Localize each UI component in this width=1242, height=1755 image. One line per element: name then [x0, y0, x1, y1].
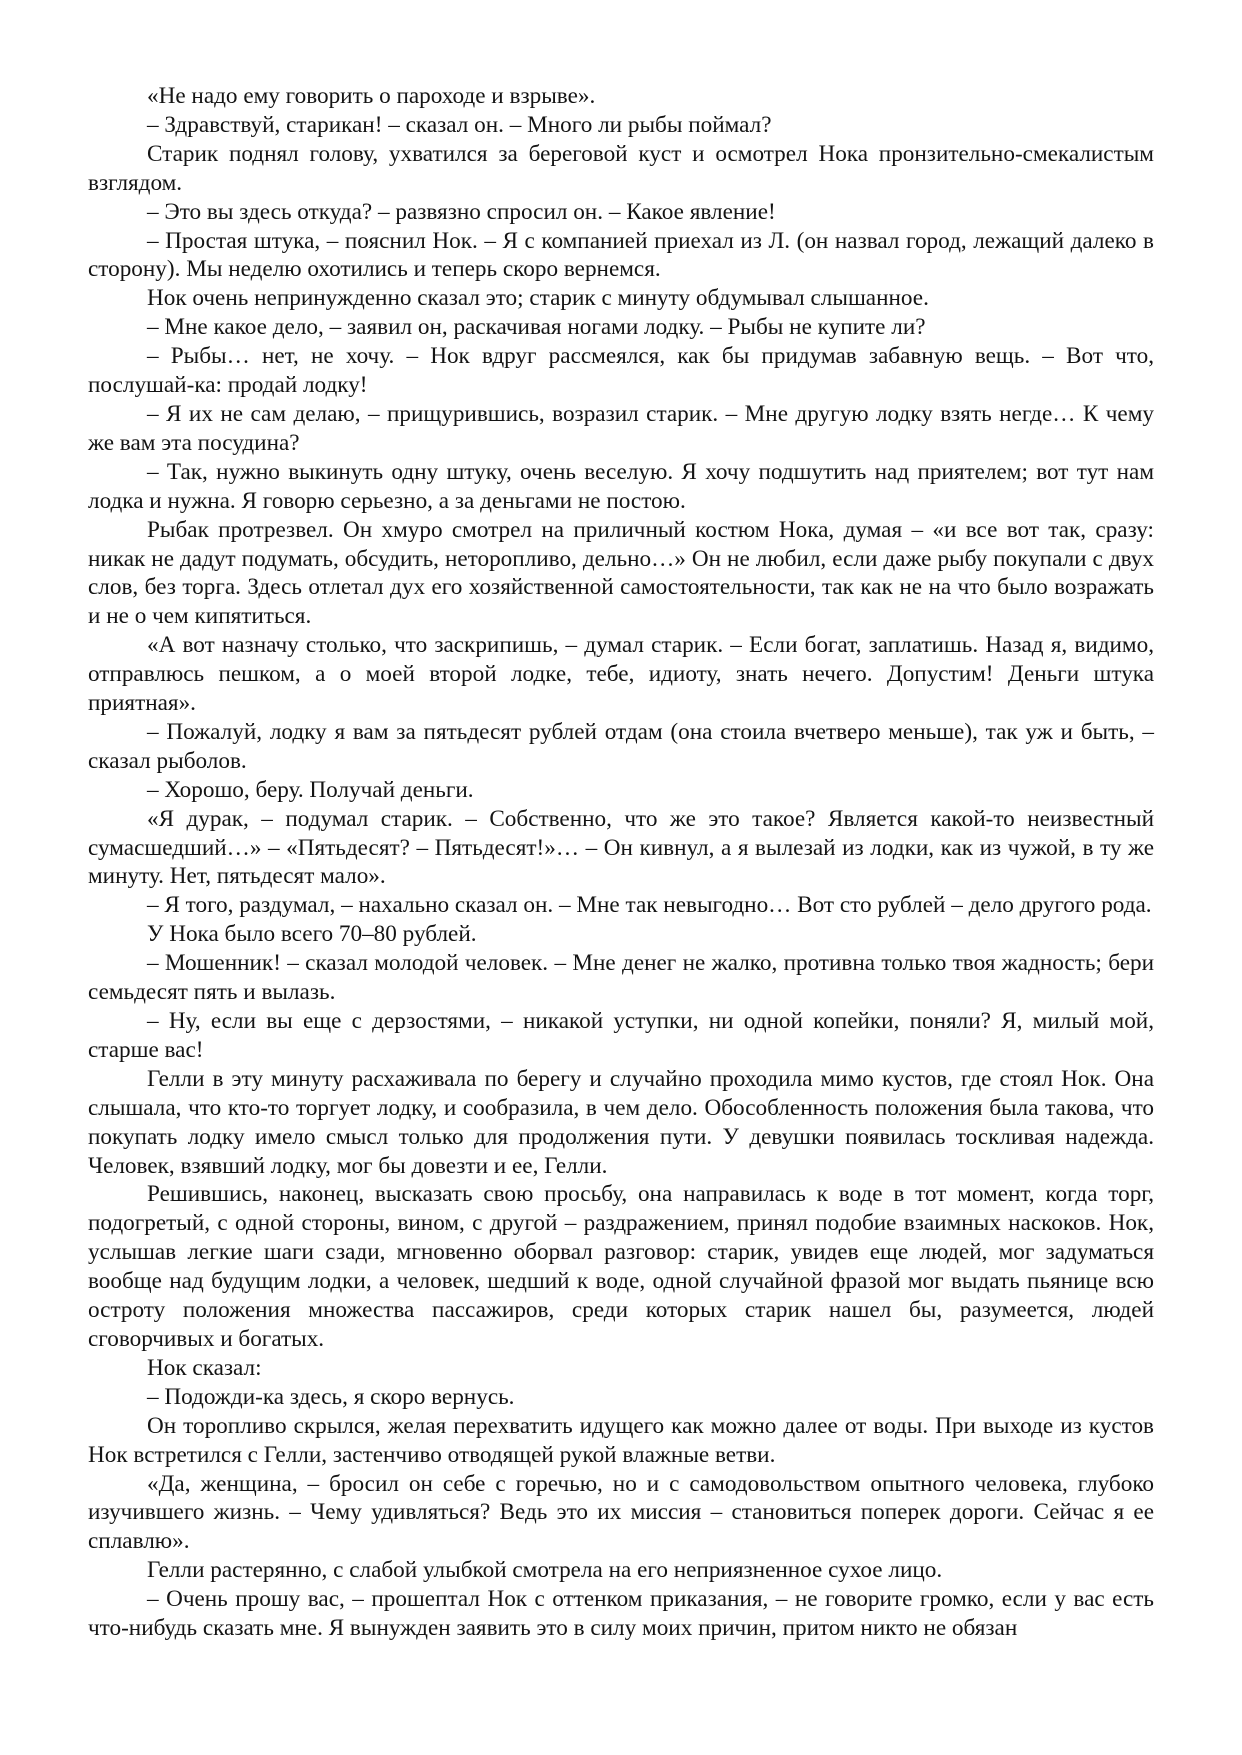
paragraph: – Очень прошу вас, – прошептал Нок с оттенком приказания, – не говорите громко, если у вас есть что-нибудь сказать мне. Я вынужден заявить это в силу моих причин, притом никто не обязан [88, 1586, 1154, 1642]
paragraph: Гелли в эту минуту расхаживала по берегу и случайно проходила мимо кустов, где стоял Нок. Она слышала, что кто-то торгует лодку, и сообразила, в чем дело. Обособленность положения была такова, что покупать лодку имело смысл только для продолжения пути. У девушки появилась тоскливая надежда. Человек, взявший лодку, мог бы довезти и ее, Гелли. [88, 1065, 1154, 1179]
paragraph: Гелли растерянно, с слабой улыбкой смотрела на его неприязненное сухое лицо. [147, 1557, 943, 1584]
paragraph: «Да, женщина, – бросил он себе с горечью, но и с самодовольством опытного человека, глубоко изучившего жизнь. – Чему удивляться? Ведь это их миссия – становиться поперек дороги. Сейчас я ее сплавлю». [88, 1470, 1154, 1555]
paragraph: «Я дурак, – подумал старик. – Собственно, что же это такое? Является какой-то неизвестный сумасшедший…» – «Пятьдесят? – Пятьдесят!»… – Он кивнул, а я вылезай из лодки, как из чужой, в ту же минуту. Нет, пятьдесят мало». [88, 805, 1154, 890]
paragraph: – Я их не сам делаю, – прищурившись, возразил старик. – Мне другую лодку взять негде… К чему же вам эта посудина? [88, 400, 1154, 456]
paragraph: – Здравствуй, старикан! – сказал он. – Много ли рыбы поймал? [147, 111, 772, 138]
paragraph: У Нока было всего 70–80 рублей. [147, 921, 477, 948]
paragraph: Решившись, наконец, высказать свою просьбу, она направилась к воде в тот момент, когда торг, подогретый, с одной стороны, вином, с другой – раздражением, принял подобие взаимных наскоков. Нок, услышав легкие шаги сзади, мгновенно оборвал разговор: старик, увидев еще людей, мог задуматься вообще над будущим лодки, а человек, шедший к воде, одной случайной фразой мог выдать пьянице всю остроту положения множества пассажиров, среди которых старик нашел бы, разумеется, людей сговорчивых и богатых. [88, 1181, 1154, 1352]
paragraph: – Я того, раздумал, – нахально сказал он. – Мне так невыгодно… Вот сто рублей – дело другого рода. [147, 892, 1152, 919]
paragraph: «Не надо ему говорить о пароходе и взрыве». [147, 83, 596, 109]
paragraph: Старик поднял голову, ухватился за береговой куст и осмотрел Нока пронзительно-смекалистым взглядом. [88, 140, 1154, 196]
paragraph: – Пожалуй, лодку я вам за пятьдесят рублей отдам (она стоила вчетверо меньше), так уж и быть, – сказал рыболов. [88, 718, 1154, 774]
paragraph: – Подожди-ка здесь, я скоро вернусь. [147, 1383, 515, 1410]
paragraph: – Мошенник! – сказал молодой человек. – Мне денег не жалко, противна только твоя жадность; бери семьдесят пять и вылазь. [88, 950, 1154, 1006]
paragraph: – Мне какое дело, – заявил он, раскачивая ногами лодку. – Рыбы не купите ли? [147, 314, 926, 341]
paragraph: – Хорошо, беру. Получай деньги. [147, 776, 474, 803]
paragraph: Нок сказал: [147, 1354, 262, 1381]
document-page [88, 82, 1154, 1643]
paragraph: – Так, нужно выкинуть одну штуку, очень веселую. Я хочу подшутить над приятелем; вот тут нам лодка и нужна. Я говорю серьезно, а за деньгами не постою. [88, 458, 1154, 514]
paragraph: Нок очень непринужденно сказал это; старик с минуту обдумывал слышанное. [147, 285, 929, 312]
paragraph: Он торопливо скрылся, желая перехватить идущего как можно далее от воды. При выходе из кустов Нок встретился с Гелли, застенчиво отводящей рукой влажные ветви. [88, 1412, 1154, 1468]
paragraph: – Ну, если вы еще с дерзостями, – никакой уступки, ни одной копейки, поняли? Я, милый мой, старше вас! [88, 1008, 1154, 1063]
paragraph: – Рыбы… нет, не хочу. – Нок вдруг рассмеялся, как бы придумав забавную вещь. – Вот что, послушай-ка: продай лодку! [88, 343, 1154, 399]
paragraph: – Это вы здесь откуда? – развязно спросил он. – Какое явление! [147, 198, 776, 225]
paragraph: «А вот назначу столько, что заскрипишь, – думал старик. – Если богат, заплатишь. Назад я, видимо, отправлюсь пешком, а о моей второй лодке, тебе, идиоту, знать нечего. Допустим! Деньги штука приятная». [88, 632, 1154, 717]
paragraph: – Простая штука, – пояснил Нок. – Я с компанией приехал из Л. (он назвал город, лежащий далеко в сторону). Мы неделю охотились и теперь скоро вернемся. [88, 227, 1154, 283]
paragraph: Рыбак протрезвел. Он хмуро смотрел на приличный костюм Нока, думая – «и все вот так, сразу: никак не дадут подумать, обсудить, неторопливо, дельно…» Он не любил, если даже рыбу покупали с двух слов, без торга. Здесь отлетал дух его хозяйственной самостоятельности, так как не на что было возражать и не о чем кипятиться. [88, 516, 1154, 630]
